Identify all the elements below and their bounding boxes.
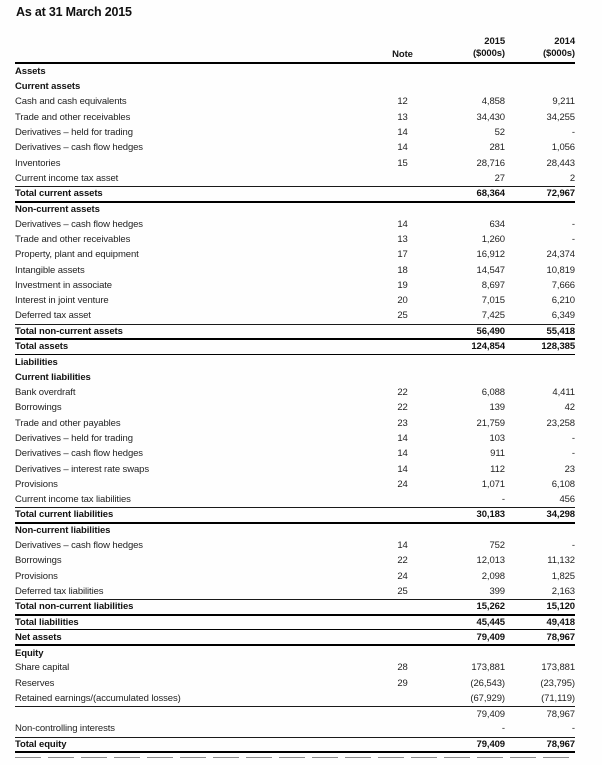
note-value: 25 bbox=[365, 584, 440, 599]
table-row bbox=[15, 309, 575, 324]
table-row bbox=[15, 324, 575, 339]
value-2015: - bbox=[440, 722, 505, 737]
value-2014: 10,819 bbox=[546, 264, 575, 276]
note-value bbox=[365, 691, 440, 706]
value-2015: 112 bbox=[490, 463, 505, 475]
value-2015 bbox=[440, 64, 505, 79]
value-2014: 49,418 bbox=[505, 615, 575, 630]
note-value bbox=[365, 370, 440, 385]
row-label: Current income tax asset bbox=[15, 171, 365, 186]
value-2014 bbox=[505, 202, 575, 217]
note-value bbox=[365, 737, 440, 752]
value-2015: 173,881 bbox=[471, 662, 505, 674]
value-2015: - bbox=[440, 492, 505, 507]
table-row bbox=[15, 140, 575, 155]
value-2014: 72,967 bbox=[505, 186, 575, 201]
column-header-2015-units: ($000s) bbox=[472, 48, 505, 60]
value-2015: (67,929) bbox=[440, 691, 505, 706]
table-row bbox=[15, 462, 575, 477]
table-row bbox=[15, 477, 575, 492]
note-value bbox=[365, 79, 440, 94]
value-2015: 752 bbox=[489, 540, 505, 552]
note-value bbox=[365, 599, 440, 614]
value-2014: 23 bbox=[564, 463, 575, 475]
value-2015 bbox=[440, 370, 505, 385]
value-2014: - bbox=[571, 234, 575, 246]
column-header-2015 bbox=[440, 36, 505, 60]
note-value: 18 bbox=[397, 264, 408, 276]
note-value: 14 bbox=[397, 142, 408, 154]
note-value bbox=[365, 615, 440, 630]
row-label: Assets bbox=[15, 65, 46, 77]
value-2015: 52 bbox=[494, 127, 505, 139]
row-label: Total non-current assets bbox=[15, 324, 365, 339]
value-2014: 34,298 bbox=[505, 508, 575, 523]
note-value bbox=[365, 508, 440, 523]
row-label: Derivatives – interest rate swaps bbox=[15, 463, 149, 475]
row-label: Total assets bbox=[15, 339, 365, 354]
row-label: Liabilities bbox=[15, 356, 58, 368]
table-row bbox=[15, 661, 575, 676]
value-2014: 11,132 bbox=[547, 555, 575, 567]
table-row bbox=[15, 217, 575, 232]
row-label: Derivatives – cash flow hedges bbox=[15, 142, 143, 154]
row-label bbox=[15, 706, 365, 721]
financial-position-table bbox=[15, 34, 575, 753]
table-row bbox=[15, 615, 575, 630]
table-row bbox=[15, 554, 575, 569]
note-value bbox=[365, 492, 440, 507]
column-header-2014-units: ($000s) bbox=[542, 48, 575, 60]
value-2014 bbox=[505, 645, 575, 660]
table-row bbox=[15, 584, 575, 599]
row-label: Provisions bbox=[15, 570, 58, 582]
table-row bbox=[15, 737, 575, 752]
value-2015: 28,716 bbox=[476, 157, 505, 169]
note-value: 20 bbox=[397, 295, 408, 307]
table-row bbox=[15, 523, 575, 538]
note-value: 25 bbox=[365, 309, 440, 324]
value-2014: 173,881 bbox=[541, 662, 575, 674]
table-row bbox=[15, 64, 575, 79]
value-2014: (71,119) bbox=[505, 691, 575, 706]
value-2014: - bbox=[571, 540, 575, 552]
value-2014 bbox=[505, 370, 575, 385]
table-row bbox=[15, 431, 575, 446]
value-2015: 281 bbox=[489, 142, 505, 154]
note-value bbox=[365, 339, 440, 354]
table-row bbox=[15, 202, 575, 217]
table-row bbox=[15, 691, 575, 706]
value-2015: 2,098 bbox=[481, 570, 505, 582]
value-2015: 56,490 bbox=[440, 324, 505, 339]
note-value bbox=[365, 171, 440, 186]
table-row bbox=[15, 248, 575, 263]
row-label: Derivatives – cash flow hedges bbox=[15, 448, 143, 460]
row-label: Trade and other receivables bbox=[15, 111, 131, 123]
value-2014: 24,374 bbox=[546, 249, 575, 261]
value-2015: 1,071 bbox=[481, 478, 505, 490]
note-value: 24 bbox=[397, 570, 408, 582]
note-value: 14 bbox=[397, 463, 408, 475]
note-value: 14 bbox=[397, 433, 408, 445]
value-2015: 6,088 bbox=[481, 387, 505, 399]
value-2015: 12,013 bbox=[476, 555, 505, 567]
row-label: Reserves bbox=[15, 677, 55, 689]
value-2015 bbox=[440, 79, 505, 94]
value-2014 bbox=[505, 355, 575, 370]
table-row bbox=[15, 171, 575, 186]
table-row bbox=[15, 385, 575, 400]
value-2014: - bbox=[571, 433, 575, 445]
value-2014: 9,211 bbox=[552, 96, 575, 108]
table-row bbox=[15, 293, 575, 308]
value-2014: 78,967 bbox=[505, 737, 575, 752]
column-header-2014 bbox=[505, 36, 575, 60]
table-row bbox=[15, 401, 575, 416]
value-2015 bbox=[440, 645, 505, 660]
note-value bbox=[365, 64, 440, 79]
note-value: 19 bbox=[397, 280, 408, 292]
row-label: Non-current liabilities bbox=[15, 525, 111, 537]
value-2015: 8,697 bbox=[481, 280, 505, 292]
note-value bbox=[365, 645, 440, 660]
value-2014: 6,349 bbox=[505, 309, 575, 324]
table-row bbox=[15, 630, 575, 645]
table-row bbox=[15, 263, 575, 278]
table-row bbox=[15, 446, 575, 461]
table-header-row bbox=[15, 34, 575, 64]
value-2014: 456 bbox=[505, 492, 575, 507]
value-2014: 28,443 bbox=[546, 157, 575, 169]
value-2014: 4,411 bbox=[552, 387, 575, 399]
note-value: 14 bbox=[397, 448, 408, 460]
row-label: Borrowings bbox=[15, 555, 62, 567]
table-row bbox=[15, 416, 575, 431]
note-value: 15 bbox=[397, 157, 408, 169]
value-2014: 15,120 bbox=[505, 599, 575, 614]
column-header-2015-year: 2015 bbox=[484, 36, 505, 48]
value-2015: 15,262 bbox=[440, 599, 505, 614]
row-label: Current assets bbox=[15, 81, 81, 93]
row-label: Trade and other receivables bbox=[15, 234, 131, 246]
value-2014: 6,210 bbox=[551, 295, 575, 307]
value-2015: (26,543) bbox=[470, 677, 505, 689]
value-2015: 124,854 bbox=[440, 339, 505, 354]
table-row bbox=[15, 278, 575, 293]
row-label: Total current liabilities bbox=[15, 508, 365, 523]
value-2015 bbox=[440, 355, 505, 370]
note-value bbox=[365, 324, 440, 339]
value-2015: 14,547 bbox=[476, 264, 505, 276]
note-value bbox=[365, 722, 440, 737]
note-value: 22 bbox=[397, 555, 408, 567]
value-2015 bbox=[440, 523, 505, 538]
table-row bbox=[15, 645, 575, 660]
value-2014: 7,666 bbox=[551, 280, 575, 292]
table-row bbox=[15, 676, 575, 691]
value-2015: 79,409 bbox=[440, 630, 505, 645]
row-label: Current income tax liabilities bbox=[15, 492, 365, 507]
table-row bbox=[15, 508, 575, 523]
row-label: Derivatives – held for trading bbox=[15, 433, 133, 445]
table-row bbox=[15, 232, 575, 247]
value-2015: 911 bbox=[490, 448, 505, 460]
row-label: Interest in joint venture bbox=[15, 295, 109, 307]
value-2015: 79,409 bbox=[440, 737, 505, 752]
value-2015: 7,425 bbox=[440, 309, 505, 324]
note-value bbox=[365, 202, 440, 217]
row-label: Total current assets bbox=[15, 186, 365, 201]
table-row bbox=[15, 599, 575, 614]
value-2014 bbox=[505, 79, 575, 94]
table-row bbox=[15, 339, 575, 354]
note-value: 23 bbox=[397, 417, 408, 429]
value-2015: 68,364 bbox=[440, 186, 505, 201]
row-label: Intangible assets bbox=[15, 264, 85, 276]
table-row bbox=[15, 569, 575, 584]
value-2014: 1,825 bbox=[551, 570, 575, 582]
value-2014: 42 bbox=[564, 402, 575, 414]
table-row bbox=[15, 706, 575, 721]
value-2015: 21,759 bbox=[476, 417, 505, 429]
row-label: Trade and other payables bbox=[15, 417, 121, 429]
value-2014: 2 bbox=[505, 171, 575, 186]
column-header-2014-year: 2014 bbox=[554, 36, 575, 48]
balance-sheet-table bbox=[15, 64, 575, 753]
value-2015: 1,260 bbox=[481, 234, 505, 246]
value-2015: 16,912 bbox=[476, 249, 505, 261]
row-label: Cash and cash equivalents bbox=[15, 96, 127, 108]
value-2015: 7,015 bbox=[481, 295, 505, 307]
row-label: Derivatives – cash flow hedges bbox=[15, 540, 143, 552]
value-2014: 34,255 bbox=[546, 111, 575, 123]
value-2014 bbox=[505, 64, 575, 79]
value-2015: 634 bbox=[489, 218, 505, 230]
row-label: Bank overdraft bbox=[15, 387, 76, 399]
table-row bbox=[15, 370, 575, 385]
row-label: Equity bbox=[15, 647, 44, 659]
note-value bbox=[365, 630, 440, 645]
value-2015: 399 bbox=[440, 584, 505, 599]
note-value: 22 bbox=[397, 402, 408, 414]
table-row bbox=[15, 95, 575, 110]
note-value: 28 bbox=[397, 662, 408, 674]
row-label: Derivatives – held for trading bbox=[15, 127, 133, 139]
value-2014: 78,967 bbox=[505, 630, 575, 645]
row-label: Non-current assets bbox=[15, 204, 100, 216]
note-value bbox=[365, 186, 440, 201]
table-row bbox=[15, 110, 575, 125]
note-value: 14 bbox=[397, 540, 408, 552]
row-label: Total equity bbox=[15, 737, 365, 752]
note-value: 22 bbox=[397, 387, 408, 399]
value-2014: - bbox=[571, 127, 575, 139]
value-2014: - bbox=[505, 722, 575, 737]
value-2014: (23,795) bbox=[540, 677, 575, 689]
value-2015: 27 bbox=[440, 171, 505, 186]
value-2014: 6,108 bbox=[551, 478, 575, 490]
table-row bbox=[15, 492, 575, 507]
note-value: 14 bbox=[397, 218, 408, 230]
row-label: Borrowings bbox=[15, 402, 62, 414]
value-2014: 23,258 bbox=[546, 417, 575, 429]
note-value: 14 bbox=[397, 127, 408, 139]
value-2014: 78,967 bbox=[546, 708, 575, 720]
row-label: Retained earnings/(accumulated losses) bbox=[15, 691, 365, 706]
row-label: Net assets bbox=[15, 630, 365, 645]
table-row bbox=[15, 722, 575, 737]
row-label: Investment in associate bbox=[15, 280, 112, 292]
note-value: 24 bbox=[397, 478, 408, 490]
value-2015: 45,445 bbox=[440, 615, 505, 630]
note-value: 13 bbox=[397, 111, 408, 123]
value-2015: 103 bbox=[489, 433, 505, 445]
table-row bbox=[15, 79, 575, 94]
value-2015: 30,183 bbox=[440, 508, 505, 523]
row-label: Deferred tax liabilities bbox=[15, 584, 365, 599]
row-label: Current liabilities bbox=[15, 371, 91, 383]
value-2015 bbox=[440, 202, 505, 217]
value-2015: 139 bbox=[489, 402, 505, 414]
table-row bbox=[15, 355, 575, 370]
note-value: 17 bbox=[397, 249, 408, 261]
balance-sheet-body bbox=[15, 64, 575, 752]
page-title: As at 31 March 2015 bbox=[16, 5, 132, 19]
row-label: Derivatives – cash flow hedges bbox=[15, 218, 143, 230]
table-row bbox=[15, 125, 575, 140]
row-label: Property, plant and equipment bbox=[15, 249, 139, 261]
row-label: Deferred tax asset bbox=[15, 309, 365, 324]
note-value: 13 bbox=[397, 234, 408, 246]
row-label: Inventories bbox=[15, 157, 61, 169]
value-2014 bbox=[505, 523, 575, 538]
value-2014: - bbox=[571, 448, 575, 460]
row-label: Total liabilities bbox=[15, 615, 365, 630]
note-value bbox=[365, 355, 440, 370]
value-2015: 79,409 bbox=[476, 708, 505, 720]
value-2015: 4,858 bbox=[481, 96, 505, 108]
table-row bbox=[15, 186, 575, 201]
note-value bbox=[365, 523, 440, 538]
row-label: Share capital bbox=[15, 662, 70, 674]
value-2014: 1,056 bbox=[551, 142, 575, 154]
note-value: 29 bbox=[397, 677, 408, 689]
value-2015: 34,430 bbox=[476, 111, 505, 123]
double-underline-second-rule bbox=[15, 757, 575, 758]
table-row bbox=[15, 156, 575, 171]
value-2014: 2,163 bbox=[505, 584, 575, 599]
note-value bbox=[365, 706, 440, 721]
row-label: Provisions bbox=[15, 478, 58, 490]
note-value: 12 bbox=[397, 96, 408, 108]
value-2014: 55,418 bbox=[505, 324, 575, 339]
table-row bbox=[15, 538, 575, 553]
row-label: Total non-current liabilities bbox=[15, 599, 365, 614]
row-label: Non-controlling interests bbox=[15, 722, 365, 737]
value-2014: - bbox=[571, 218, 575, 230]
value-2014: 128,385 bbox=[505, 339, 575, 354]
column-header-note: Note bbox=[392, 49, 413, 60]
